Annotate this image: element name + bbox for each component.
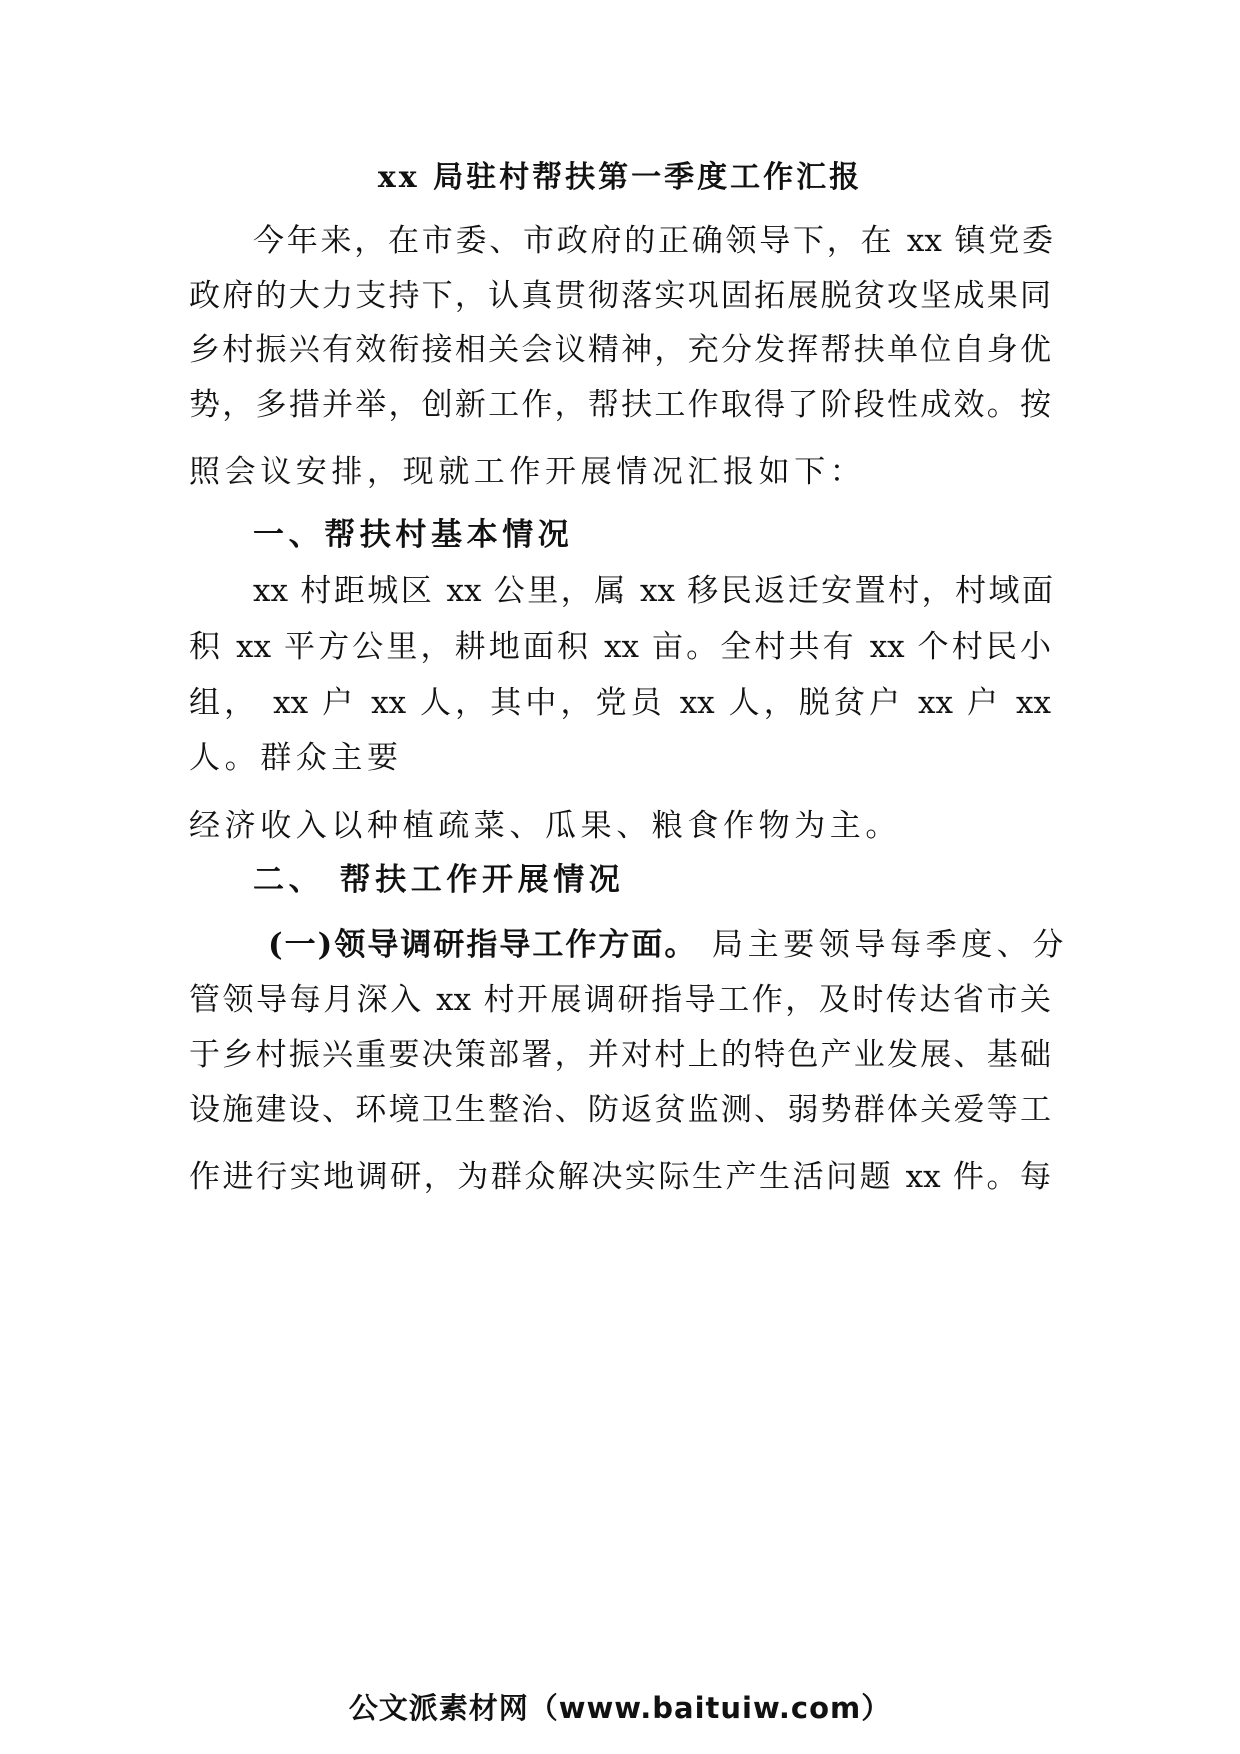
intro-line-4: 势，多措并举，创新工作，帮扶工作取得了阶段性成效。按 (189, 387, 1051, 423)
section1-line-1: xx 村距城区 xx 公里，属 xx 移民返迁安置村，村域面 (253, 573, 1053, 609)
section2-sub1-line-5: 作进行实地调研，为群众解决实际生产生活问题 xx 件。每 (189, 1159, 1051, 1195)
section1-line-4: 人。群众主要 (189, 740, 403, 776)
section2-sub1-line-1-rest: 局主要领导每季度、分 (712, 927, 1068, 963)
intro-line-2: 政府的大力支持下，认真贯彻落实巩固拓展脱贫攻坚成果同 (189, 278, 1051, 314)
document-title: xx 局驻村帮扶第一季度工作汇报 (377, 160, 863, 195)
section1-line-5: 经济收入以种植疏菜、瓜果、粮食作物为主。 (189, 808, 901, 844)
section2-heading: 二、 帮扶工作开展情况 (253, 862, 625, 898)
section2-sub1-line-3: 于乡村振兴重要决策部署，并对村上的特色产业发展、基础 (189, 1037, 1051, 1073)
intro-line-5: 照会议安排，现就工作开展情况汇报如下： (189, 454, 866, 490)
intro-line-1: 今年来，在市委、市政府的正确领导下，在 xx 镇党委 (253, 223, 1053, 259)
section1-line-3: 组， xx 户 xx 人，其中，党员 xx 人，脱贫户 xx 户 xx (189, 685, 1051, 721)
section2-sub1-heading: (一)领导调研指导工作方面。 (268, 927, 698, 963)
intro-line-3: 乡村振兴有效衔接相关会议精神，充分发挥帮扶单位自身优 (189, 332, 1051, 368)
section1-heading: 一、帮扶村基本情况 (253, 517, 574, 553)
section2-sub1-line-2: 管领导每月深入 xx 村开展调研指导工作，及时传达省市关 (189, 982, 1051, 1018)
section1-line-2: 积 xx 平方公里，耕地面积 xx 亩。全村共有 xx 个村民小 (189, 629, 1051, 665)
section2-sub1-line-4: 设施建设、环境卫生整治、防返贫监测、弱势群体关爱等工 (189, 1092, 1051, 1128)
footer-watermark: 公文派素材网（www.baituiw.com） (348, 1691, 892, 1725)
